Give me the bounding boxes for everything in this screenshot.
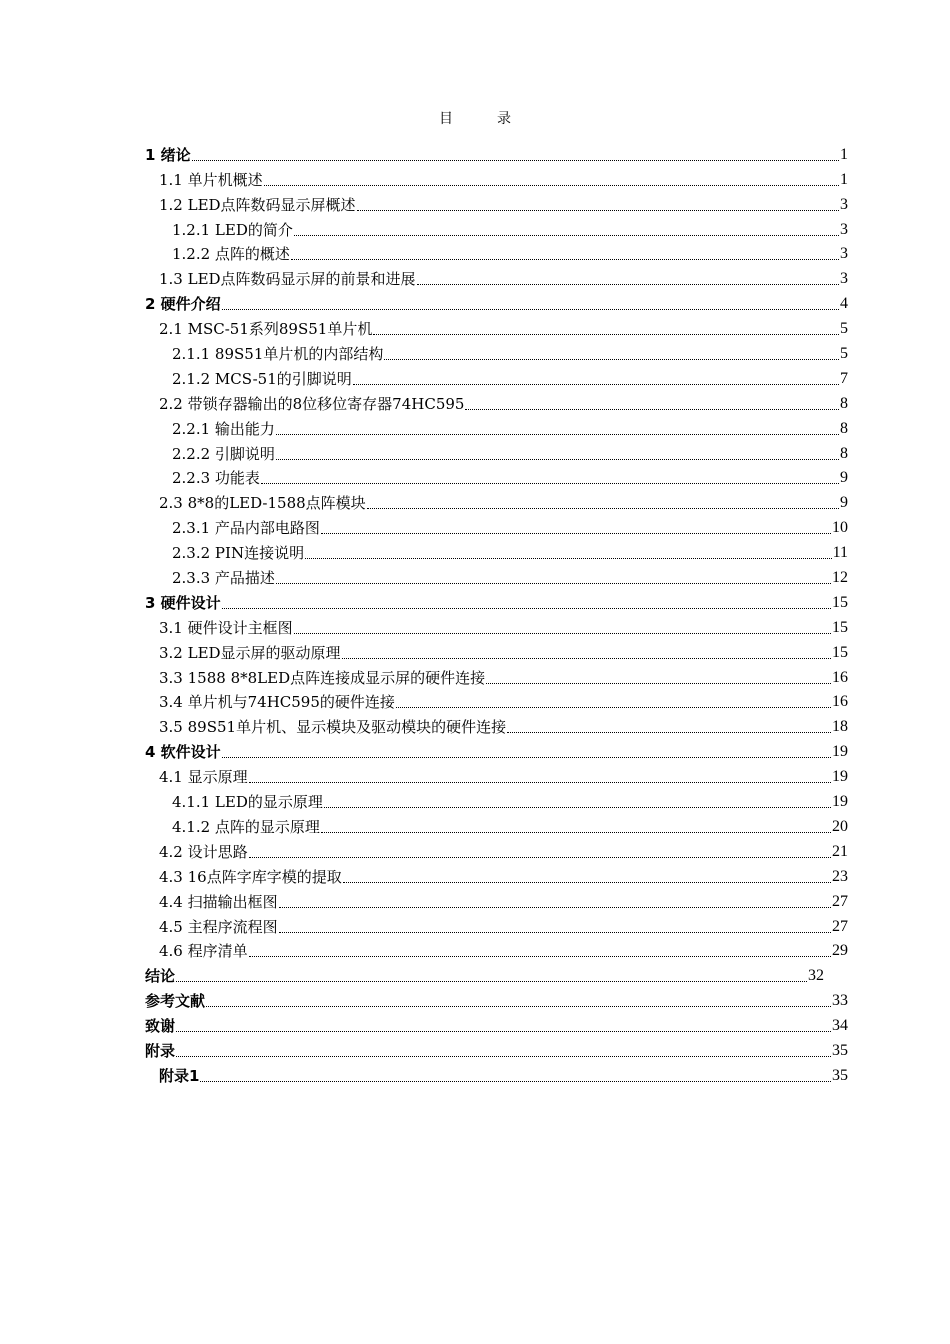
toc-entry-page-number: 16 xyxy=(832,693,848,711)
toc-leader-dots xyxy=(294,235,839,236)
toc-entry-title: 1 绪论 xyxy=(145,145,191,163)
toc-entry-title: 3.4 单片机与74HC595的硬件连接 xyxy=(159,693,395,711)
toc-entry-title: 1.2.2 点阵的概述 xyxy=(172,245,290,263)
toc-entry-title: 致谢 xyxy=(145,1017,176,1035)
toc-leader-dots xyxy=(200,1081,831,1082)
toc-entry[interactable] xyxy=(145,686,848,711)
toc-entry-page-number: 9 xyxy=(840,469,848,487)
toc-leader-dots xyxy=(279,907,831,908)
toc-leader-dots xyxy=(276,459,839,460)
toc-entry[interactable] xyxy=(145,262,848,287)
toc-entry-title: 2.2 带锁存器输出的8位移位寄存器74HC595 xyxy=(159,394,465,412)
toc-entry-title: 2.3 8*8的LED-1588点阵模块 xyxy=(159,494,366,512)
toc-entry-title: 2 硬件介绍 xyxy=(145,295,221,313)
toc-heading xyxy=(0,108,950,128)
toc-leader-dots xyxy=(291,259,839,260)
toc-entry-page-number: 5 xyxy=(840,320,848,338)
toc-entry-title: 附录 xyxy=(145,1041,176,1059)
toc-entry-page-number: 34 xyxy=(832,1017,848,1035)
toc-entry-page-number: 9 xyxy=(840,494,848,512)
toc-entry-page-number: 23 xyxy=(832,867,848,885)
toc-entry-page-number: 29 xyxy=(832,942,848,960)
toc-entry-title: 4.4 扫描输出框图 xyxy=(159,892,278,910)
toc-heading-left: 目 xyxy=(439,111,453,127)
toc-entry-page-number: 35 xyxy=(832,1066,848,1084)
toc-leader-dots xyxy=(261,483,839,484)
toc-leader-dots xyxy=(465,409,839,410)
toc-entry[interactable] xyxy=(145,337,848,362)
toc-entry[interactable] xyxy=(145,163,848,188)
toc-entry-title: 1.2 LED点阵数码显示屏概述 xyxy=(159,195,356,213)
toc-entry-page-number: 15 xyxy=(832,643,848,661)
toc-entry-title: 3 硬件设计 xyxy=(145,593,221,611)
toc-entry[interactable] xyxy=(145,785,848,810)
toc-entry-title: 2.2.2 引脚说明 xyxy=(172,444,275,462)
toc-entry-title: 1.1 单片机概述 xyxy=(159,170,263,188)
toc-entry-title: 2.1.2 MCS-51的引脚说明 xyxy=(172,369,352,387)
toc-leader-dots xyxy=(321,832,831,833)
toc-entry[interactable] xyxy=(145,362,848,387)
toc-entry[interactable] xyxy=(145,536,848,561)
toc-leader-dots xyxy=(176,1056,831,1057)
toc-entry[interactable] xyxy=(145,810,848,835)
toc-entry-title: 4.6 程序清单 xyxy=(159,942,248,960)
toc-entry-page-number: 1 xyxy=(840,170,848,188)
toc-entry-title: 4.1.2 点阵的显示原理 xyxy=(172,817,320,835)
toc-entry-page-number: 5 xyxy=(840,345,848,363)
toc-entry-title: 4 软件设计 xyxy=(145,743,221,761)
toc-entry-page-number: 11 xyxy=(832,544,848,562)
toc-leader-dots xyxy=(417,284,839,285)
toc-entry-title: 4.1.1 LED的显示原理 xyxy=(172,793,323,811)
toc-entry[interactable] xyxy=(145,511,848,536)
toc-entry-page-number: 19 xyxy=(832,793,848,811)
toc-leader-dots xyxy=(249,857,831,858)
toc-entry-page-number: 8 xyxy=(840,394,848,412)
toc-leader-dots xyxy=(249,782,831,783)
toc-entry[interactable] xyxy=(145,835,848,860)
toc-leader-dots xyxy=(357,210,839,211)
toc-leader-dots xyxy=(342,658,831,659)
toc-entry[interactable] xyxy=(145,437,848,462)
toc-entry[interactable] xyxy=(145,312,848,337)
toc-entry[interactable] xyxy=(145,586,848,611)
toc-entry-page-number: 18 xyxy=(832,718,848,736)
toc-entry-title: 3.2 LED显示屏的驱动原理 xyxy=(159,643,341,661)
toc-entry-page-number: 27 xyxy=(832,917,848,935)
toc-entry[interactable] xyxy=(145,138,848,163)
toc-entry-page-number: 16 xyxy=(832,668,848,686)
toc-leader-dots xyxy=(206,1006,831,1007)
toc-entry-title: 2.2.3 功能表 xyxy=(172,469,260,487)
toc-leader-dots xyxy=(176,1031,831,1032)
toc-entry-page-number: 21 xyxy=(832,842,848,860)
toc-entry-page-number: 10 xyxy=(832,519,848,537)
toc-entry-title: 结论 xyxy=(145,967,176,985)
toc-leader-dots xyxy=(192,160,839,161)
toc-entry[interactable] xyxy=(145,636,848,661)
toc-entry-page-number: 15 xyxy=(832,618,848,636)
toc-leader-dots xyxy=(396,707,831,708)
toc-leader-dots xyxy=(373,334,839,335)
toc-entry[interactable] xyxy=(145,213,848,238)
toc-leader-dots xyxy=(264,185,839,186)
toc-entry[interactable] xyxy=(145,661,848,686)
toc-entry[interactable] xyxy=(145,860,848,885)
toc-entry-page-number: 3 xyxy=(840,270,848,288)
toc-entry-page-number: 12 xyxy=(832,569,848,587)
toc-entry[interactable] xyxy=(145,462,848,487)
toc-entry-title: 2.2.1 输出能力 xyxy=(172,419,275,437)
toc-entry-page-number: 3 xyxy=(840,245,848,263)
toc-entry[interactable] xyxy=(145,611,848,636)
toc-entry-title: 3.3 1588 8*8LED点阵连接成显示屏的硬件连接 xyxy=(159,668,486,686)
toc-leader-dots xyxy=(305,558,832,559)
toc-entry-page-number: 3 xyxy=(840,220,848,238)
toc-leader-dots xyxy=(279,932,831,933)
toc-entry[interactable] xyxy=(145,910,848,935)
toc-heading-right: 录 xyxy=(497,111,511,127)
toc-entry-title: 2.3.3 产品描述 xyxy=(172,569,275,587)
toc-entry-title: 参考文献 xyxy=(145,992,206,1010)
toc-entry[interactable] xyxy=(145,287,848,312)
toc-leader-dots xyxy=(276,583,831,584)
toc-entry[interactable] xyxy=(145,188,848,213)
toc-leader-dots xyxy=(294,633,831,634)
toc-leader-dots xyxy=(353,384,839,385)
toc-entry-title: 2.1.1 89S51单片机的内部结构 xyxy=(172,345,384,363)
toc-entry[interactable] xyxy=(145,238,848,263)
toc-entry-page-number: 1 xyxy=(840,145,848,163)
toc-leader-dots xyxy=(343,882,831,883)
toc-entry[interactable] xyxy=(145,885,848,910)
toc-entry-page-number: 3 xyxy=(840,195,848,213)
toc-entry[interactable] xyxy=(145,984,848,1009)
toc-entry-page-number: 27 xyxy=(832,892,848,910)
toc-entry-page-number: 8 xyxy=(840,419,848,437)
toc-leader-dots xyxy=(222,757,831,758)
toc-entry-title: 1.2.1 LED的简介 xyxy=(172,220,293,238)
toc-leader-dots xyxy=(324,807,831,808)
toc-entry[interactable] xyxy=(145,412,848,437)
toc-entry-title: 2.3.2 PIN连接说明 xyxy=(172,544,305,562)
toc-leader-dots xyxy=(384,359,839,360)
toc-leader-dots xyxy=(222,608,831,609)
toc-leader-dots xyxy=(276,434,839,435)
toc-entry-page-number: 15 xyxy=(832,593,848,611)
toc-entry-title: 1.3 LED点阵数码显示屏的前景和进展 xyxy=(159,270,416,288)
toc-leader-dots xyxy=(507,732,831,733)
toc-entry-title: 4.2 设计思路 xyxy=(159,842,248,860)
toc-entry-page-number: 20 xyxy=(832,817,848,835)
toc-entry-page-number: 32 xyxy=(808,967,824,985)
toc-leader-dots xyxy=(486,683,831,684)
toc-entry[interactable] xyxy=(145,1009,848,1034)
toc-entry-page-number: 19 xyxy=(832,768,848,786)
toc-entry-title: 3.1 硬件设计主框图 xyxy=(159,618,293,636)
table-of-contents xyxy=(145,138,848,1084)
toc-entry-title: 附录1 xyxy=(159,1066,200,1084)
toc-entry-title: 2.3.1 产品内部电路图 xyxy=(172,519,320,537)
toc-entry-title: 2.1 MSC-51系列89S51单片机 xyxy=(159,320,373,338)
toc-entry[interactable] xyxy=(145,735,848,760)
toc-entry-page-number: 7 xyxy=(840,369,848,387)
toc-leader-dots xyxy=(321,533,831,534)
toc-entry[interactable] xyxy=(145,935,848,960)
toc-entry[interactable] xyxy=(145,1059,848,1084)
toc-leader-dots xyxy=(222,309,839,310)
toc-entry[interactable] xyxy=(145,710,848,735)
toc-entry[interactable] xyxy=(145,760,848,785)
toc-entry-page-number: 35 xyxy=(832,1041,848,1059)
toc-entry-page-number: 8 xyxy=(840,444,848,462)
toc-entry-title: 4.3 16点阵字库字模的提取 xyxy=(159,867,342,885)
toc-leader-dots xyxy=(176,981,807,982)
toc-leader-dots xyxy=(249,956,831,957)
toc-entry-title: 4.5 主程序流程图 xyxy=(159,917,278,935)
toc-leader-dots xyxy=(367,508,839,509)
toc-entry-title: 4.1 显示原理 xyxy=(159,768,248,786)
toc-entry[interactable] xyxy=(145,486,848,511)
toc-entry-title: 3.5 89S51单片机、显示模块及驱动模块的硬件连接 xyxy=(159,718,507,736)
toc-entry-page-number: 4 xyxy=(840,295,848,313)
toc-entry-page-number: 33 xyxy=(832,992,848,1010)
toc-entry[interactable] xyxy=(145,561,848,586)
toc-entry-page-number: 19 xyxy=(832,743,848,761)
toc-entry[interactable] xyxy=(145,959,848,984)
toc-entry[interactable] xyxy=(145,387,848,412)
toc-entry[interactable] xyxy=(145,1034,848,1059)
